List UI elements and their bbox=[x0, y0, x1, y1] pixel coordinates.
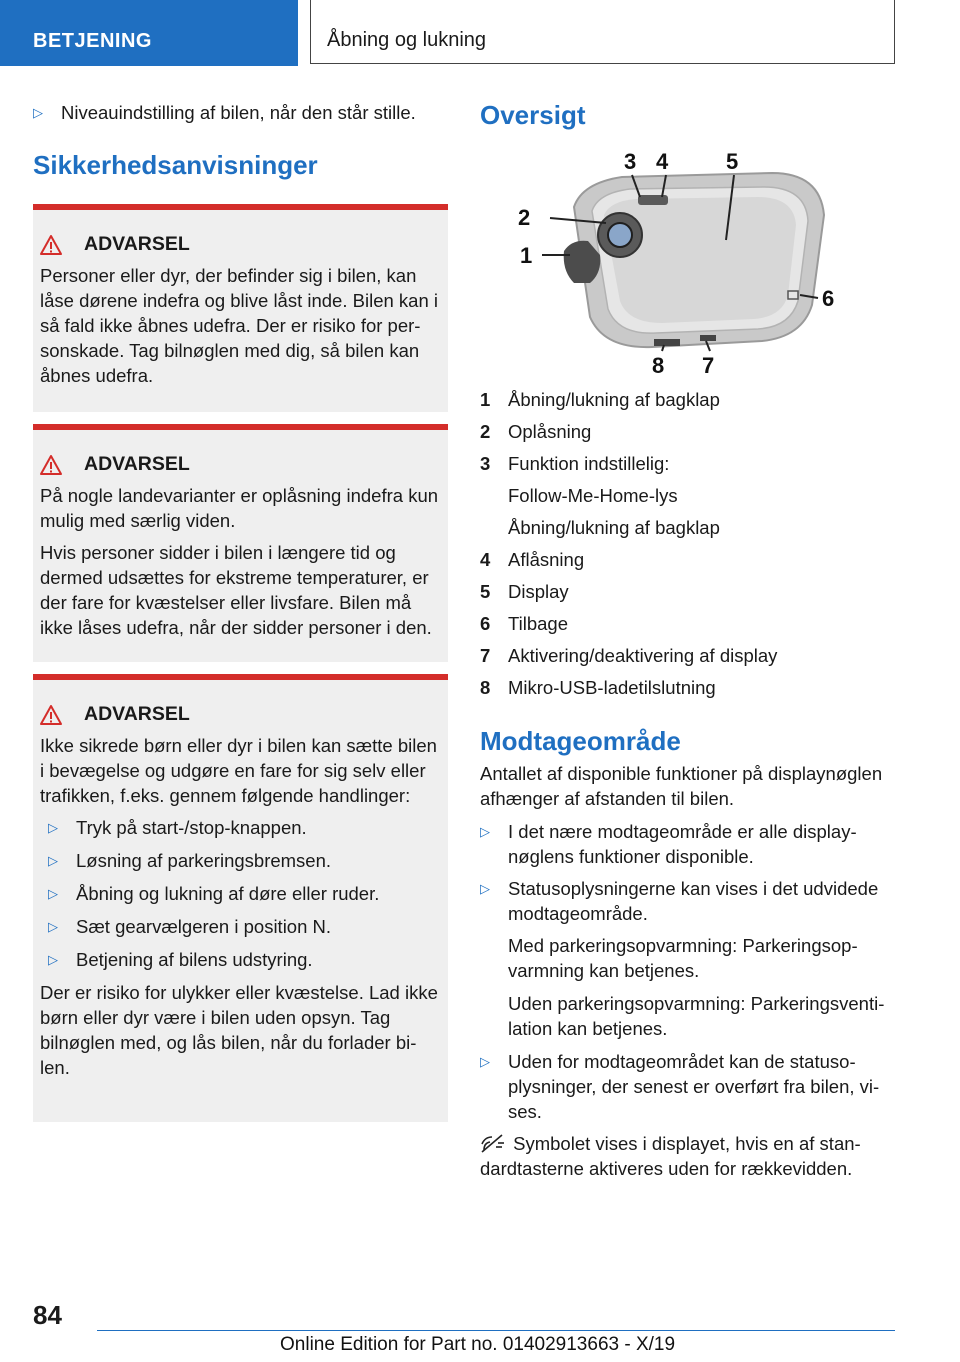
paragraph: Antallet af disponible funktioner på displaynøglen afhænger af afstanden til bilen. bbox=[480, 763, 883, 809]
warning-box-1 bbox=[33, 204, 448, 412]
list-item: 6 Tilbage bbox=[480, 613, 568, 634]
warning-text: Personer eller dyr, der befinder sig i bilen, kan låse dørene indefra og blive låst inde. Bilen kan i så fald ikke åbnes udefra. Der er risiko for personskade. Tag bilnøglen med dig, så bilen kan åbnes udefra. bbox=[40, 265, 438, 386]
triangle-bullet-icon: ▷ bbox=[480, 881, 490, 896]
right-column bbox=[480, 100, 900, 1189]
page-header bbox=[0, 0, 960, 66]
warning-triangle-icon bbox=[40, 454, 84, 476]
callout-6: 6 bbox=[822, 286, 835, 311]
callout-legend bbox=[480, 387, 900, 700]
list-item: ▷ Betjening af bilens udstyring. bbox=[48, 949, 313, 970]
list-item: 5 Display bbox=[480, 581, 569, 602]
display-key-illustration bbox=[512, 145, 852, 375]
warning-label: ADVARSEL bbox=[84, 703, 190, 725]
section-heading-safety: Sikkerhedsanvisninger bbox=[33, 150, 318, 180]
warning-box-3 bbox=[33, 674, 448, 1122]
warning-label: ADVARSEL bbox=[84, 233, 190, 255]
list-item: 8 Mikro-USB-ladetilslutning bbox=[480, 677, 716, 698]
triangle-bullet-icon: ▷ bbox=[480, 1054, 490, 1069]
list-item: 3 Funktion indstillelig: bbox=[480, 453, 670, 474]
triangle-bullet-icon: ▷ bbox=[33, 105, 43, 120]
list-item: ▷ Niveauindstilling af bilen, når den står stille. bbox=[33, 102, 416, 123]
warning-box-2 bbox=[33, 424, 448, 662]
left-column bbox=[33, 100, 448, 1122]
warning-triangle-icon bbox=[40, 704, 84, 726]
list-item: 4 Aflåsning bbox=[480, 549, 585, 570]
list-item: ▷ Åbning og lukning af døre eller ruder. bbox=[48, 883, 380, 904]
section-label: BETJENING bbox=[0, 0, 298, 66]
sub-paragraph: Med parkeringsopvarmning: Parkeringsopvarmning kan betjenes. bbox=[508, 935, 858, 981]
triangle-bullet-icon: ▷ bbox=[480, 824, 490, 839]
list-item: ▷ Tryk på start-/stop-knappen. bbox=[48, 817, 307, 838]
list-item: ▷ Løsning af parkeringsbremsen. bbox=[48, 850, 332, 871]
callout-1: 1 bbox=[520, 243, 533, 268]
warning-text: På nogle landevarianter er oplåsning indefra kun mulig med særlig viden. bbox=[40, 485, 439, 531]
callout-5: 5 bbox=[726, 149, 739, 174]
triangle-bullet-icon: ▷ bbox=[48, 919, 58, 934]
list-item: ▷ Statusoplysningerne kan vises i det udvidede modtageområde. bbox=[480, 878, 879, 924]
chapter-title: Åbning og lukning bbox=[310, 0, 895, 64]
callout-8: 8 bbox=[652, 353, 665, 375]
footer-edition: Online Edition for Part no. 01402913663 - X/19 bbox=[280, 1334, 676, 1355]
section-heading-reception: Modtageområde bbox=[480, 726, 681, 756]
list-item: 2 Oplåsning bbox=[480, 421, 592, 442]
list-item: Follow-Me-Home-lys bbox=[508, 485, 678, 506]
symbol-note: Symbolet vises i displayet, hvis en af standardtasterne aktiveres uden for rækkevidden. bbox=[480, 1133, 861, 1179]
list-item: 7 Aktivering/deaktivering af display bbox=[480, 645, 778, 666]
warning-text: Der er risiko for ulykker eller kvæstelse. Lad ikke børn eller dyr være i bilen uden opsyn. Tag bilnøglen med, og lås bilen, når du forlader bilen. bbox=[40, 982, 438, 1078]
callout-7: 7 bbox=[702, 353, 715, 375]
list-item: ▷ I det nære modtageområde er alle displaynøglens funktioner disponible. bbox=[480, 821, 857, 867]
list-item: ▷ Uden for modtageområdet kan de statusoplysninger, der senest er overført fra bilen, vises. bbox=[480, 1051, 880, 1122]
list-item: Åbning/lukning af bagklap bbox=[508, 517, 720, 538]
triangle-bullet-icon: ▷ bbox=[48, 853, 58, 868]
warning-triangle-icon bbox=[40, 234, 84, 256]
display-key-drawing bbox=[512, 145, 852, 375]
list-item: ▷ Sæt gearvælgeren i position N. bbox=[48, 916, 332, 937]
list-item: 1 Åbning/lukning af bagklap bbox=[480, 389, 720, 410]
triangle-bullet-icon: ▷ bbox=[48, 952, 58, 967]
triangle-bullet-icon: ▷ bbox=[48, 886, 58, 901]
sub-paragraph: Uden parkeringsopvarmning: Parkeringsventilation kan betjenes. bbox=[508, 993, 885, 1039]
callout-3: 3 bbox=[624, 149, 637, 174]
warning-text: Ikke sikrede børn eller dyr i bilen kan sætte bilen i bevægelse og udgøre en fare for sig selv eller trafikken, f.eks. gennem følgende handlinger: bbox=[40, 735, 437, 806]
section-heading-overview: Oversigt bbox=[480, 100, 586, 130]
callout-2: 2 bbox=[518, 205, 531, 230]
triangle-bullet-icon: ▷ bbox=[48, 820, 58, 835]
out-of-range-signal-icon bbox=[480, 1133, 508, 1153]
footer-divider bbox=[97, 1330, 895, 1331]
warning-label: ADVARSEL bbox=[84, 453, 190, 475]
page-number: 84 bbox=[33, 1300, 62, 1330]
warning-text: Hvis personer sidder i bilen i længere tid og dermed udsættes for ekstreme temperaturer, er der fare for kvæstelser eller livsfare. Bilen må ikke låses udefra, når der sidder personer i den. bbox=[40, 542, 432, 638]
callout-4: 4 bbox=[656, 149, 669, 174]
